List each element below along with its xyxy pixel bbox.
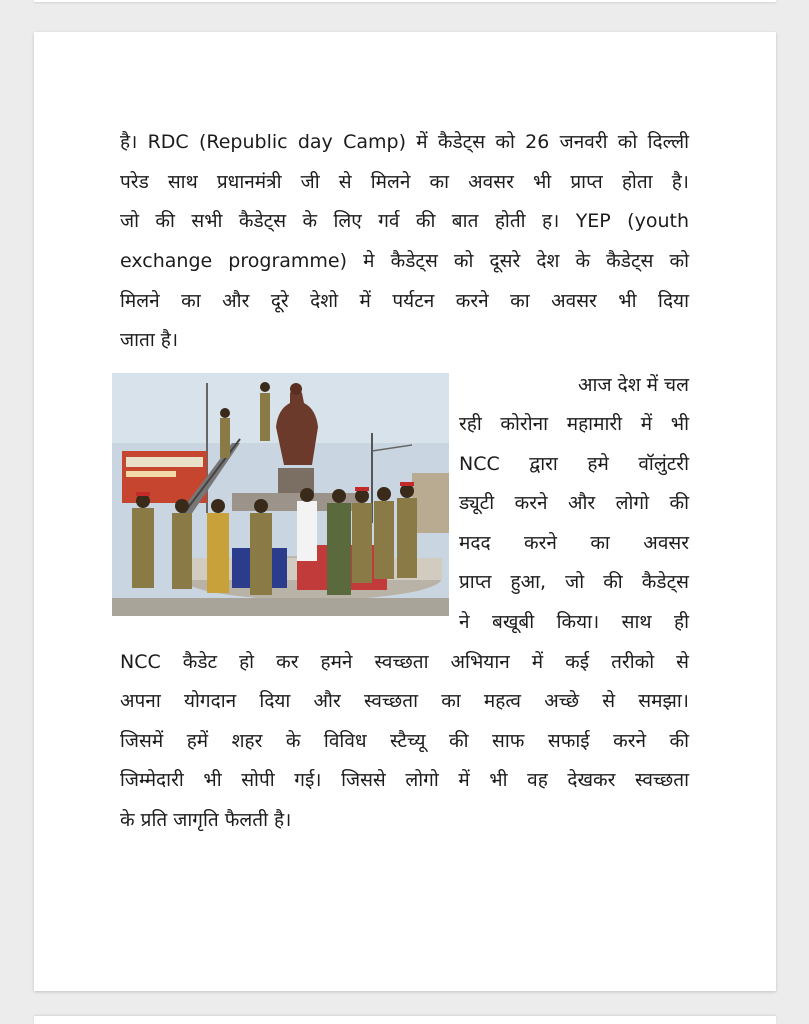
text-line: ने बखूबी किया। साथ ही [459, 611, 689, 633]
text-line: NCC द्वारा हमे वॉलुंटरी [459, 453, 689, 475]
text-line: रही कोरोना महामारी में भी [459, 413, 689, 435]
text-line: आज देश में चल [578, 374, 689, 396]
text-line: मदद करने का अवसर [459, 532, 689, 554]
text-line: जो की सभी कैडेट्स के लिए गर्व की बात होती ह। YEP (youth [120, 210, 689, 232]
cadets-photo [112, 373, 449, 616]
text-line: है। RDC (Republic day Camp) में कैडेट्स को 26 जनवरी को दिल्ली [120, 131, 689, 153]
text-line: जिसमें हमें शहर के विविध स्टैच्यू की साफ सफाई करने की [120, 730, 689, 752]
next-page-edge [34, 1016, 776, 1024]
previous-page-edge [34, 0, 776, 2]
text-line: ड्यूटी करने और लोगो की [459, 492, 689, 514]
text-line: NCC कैडेट हो कर हमने स्वच्छता अभियान में कई तरीको से [120, 651, 689, 673]
photo-image [112, 373, 449, 616]
text-line: जाता है। [120, 329, 179, 351]
text-line: मिलने का और दूरे देशो में पर्यटन करने का अवसर भी दिया [120, 290, 689, 312]
text-line: exchange programme) मे कैडेट्स को दूसरे देश के कैडेट्स को [120, 250, 689, 272]
text-line: परेड साथ प्रधानमंत्री जी से मिलने का अवसर भी प्राप्त होता है। [120, 171, 689, 193]
text-line: अपना योगदान दिया और स्वच्छता का महत्व अच्छे से समझा। [120, 690, 689, 712]
text-line: के प्रति जागृति फैलती है। [120, 809, 292, 831]
text-line: जिम्मेदारी भी सोपी गई। जिससे लोगो में भी वह देखकर स्वच्छता [120, 769, 689, 791]
document-page [34, 32, 776, 991]
text-line: प्राप्त हुआ, जो की कैडेट्स [459, 571, 689, 593]
